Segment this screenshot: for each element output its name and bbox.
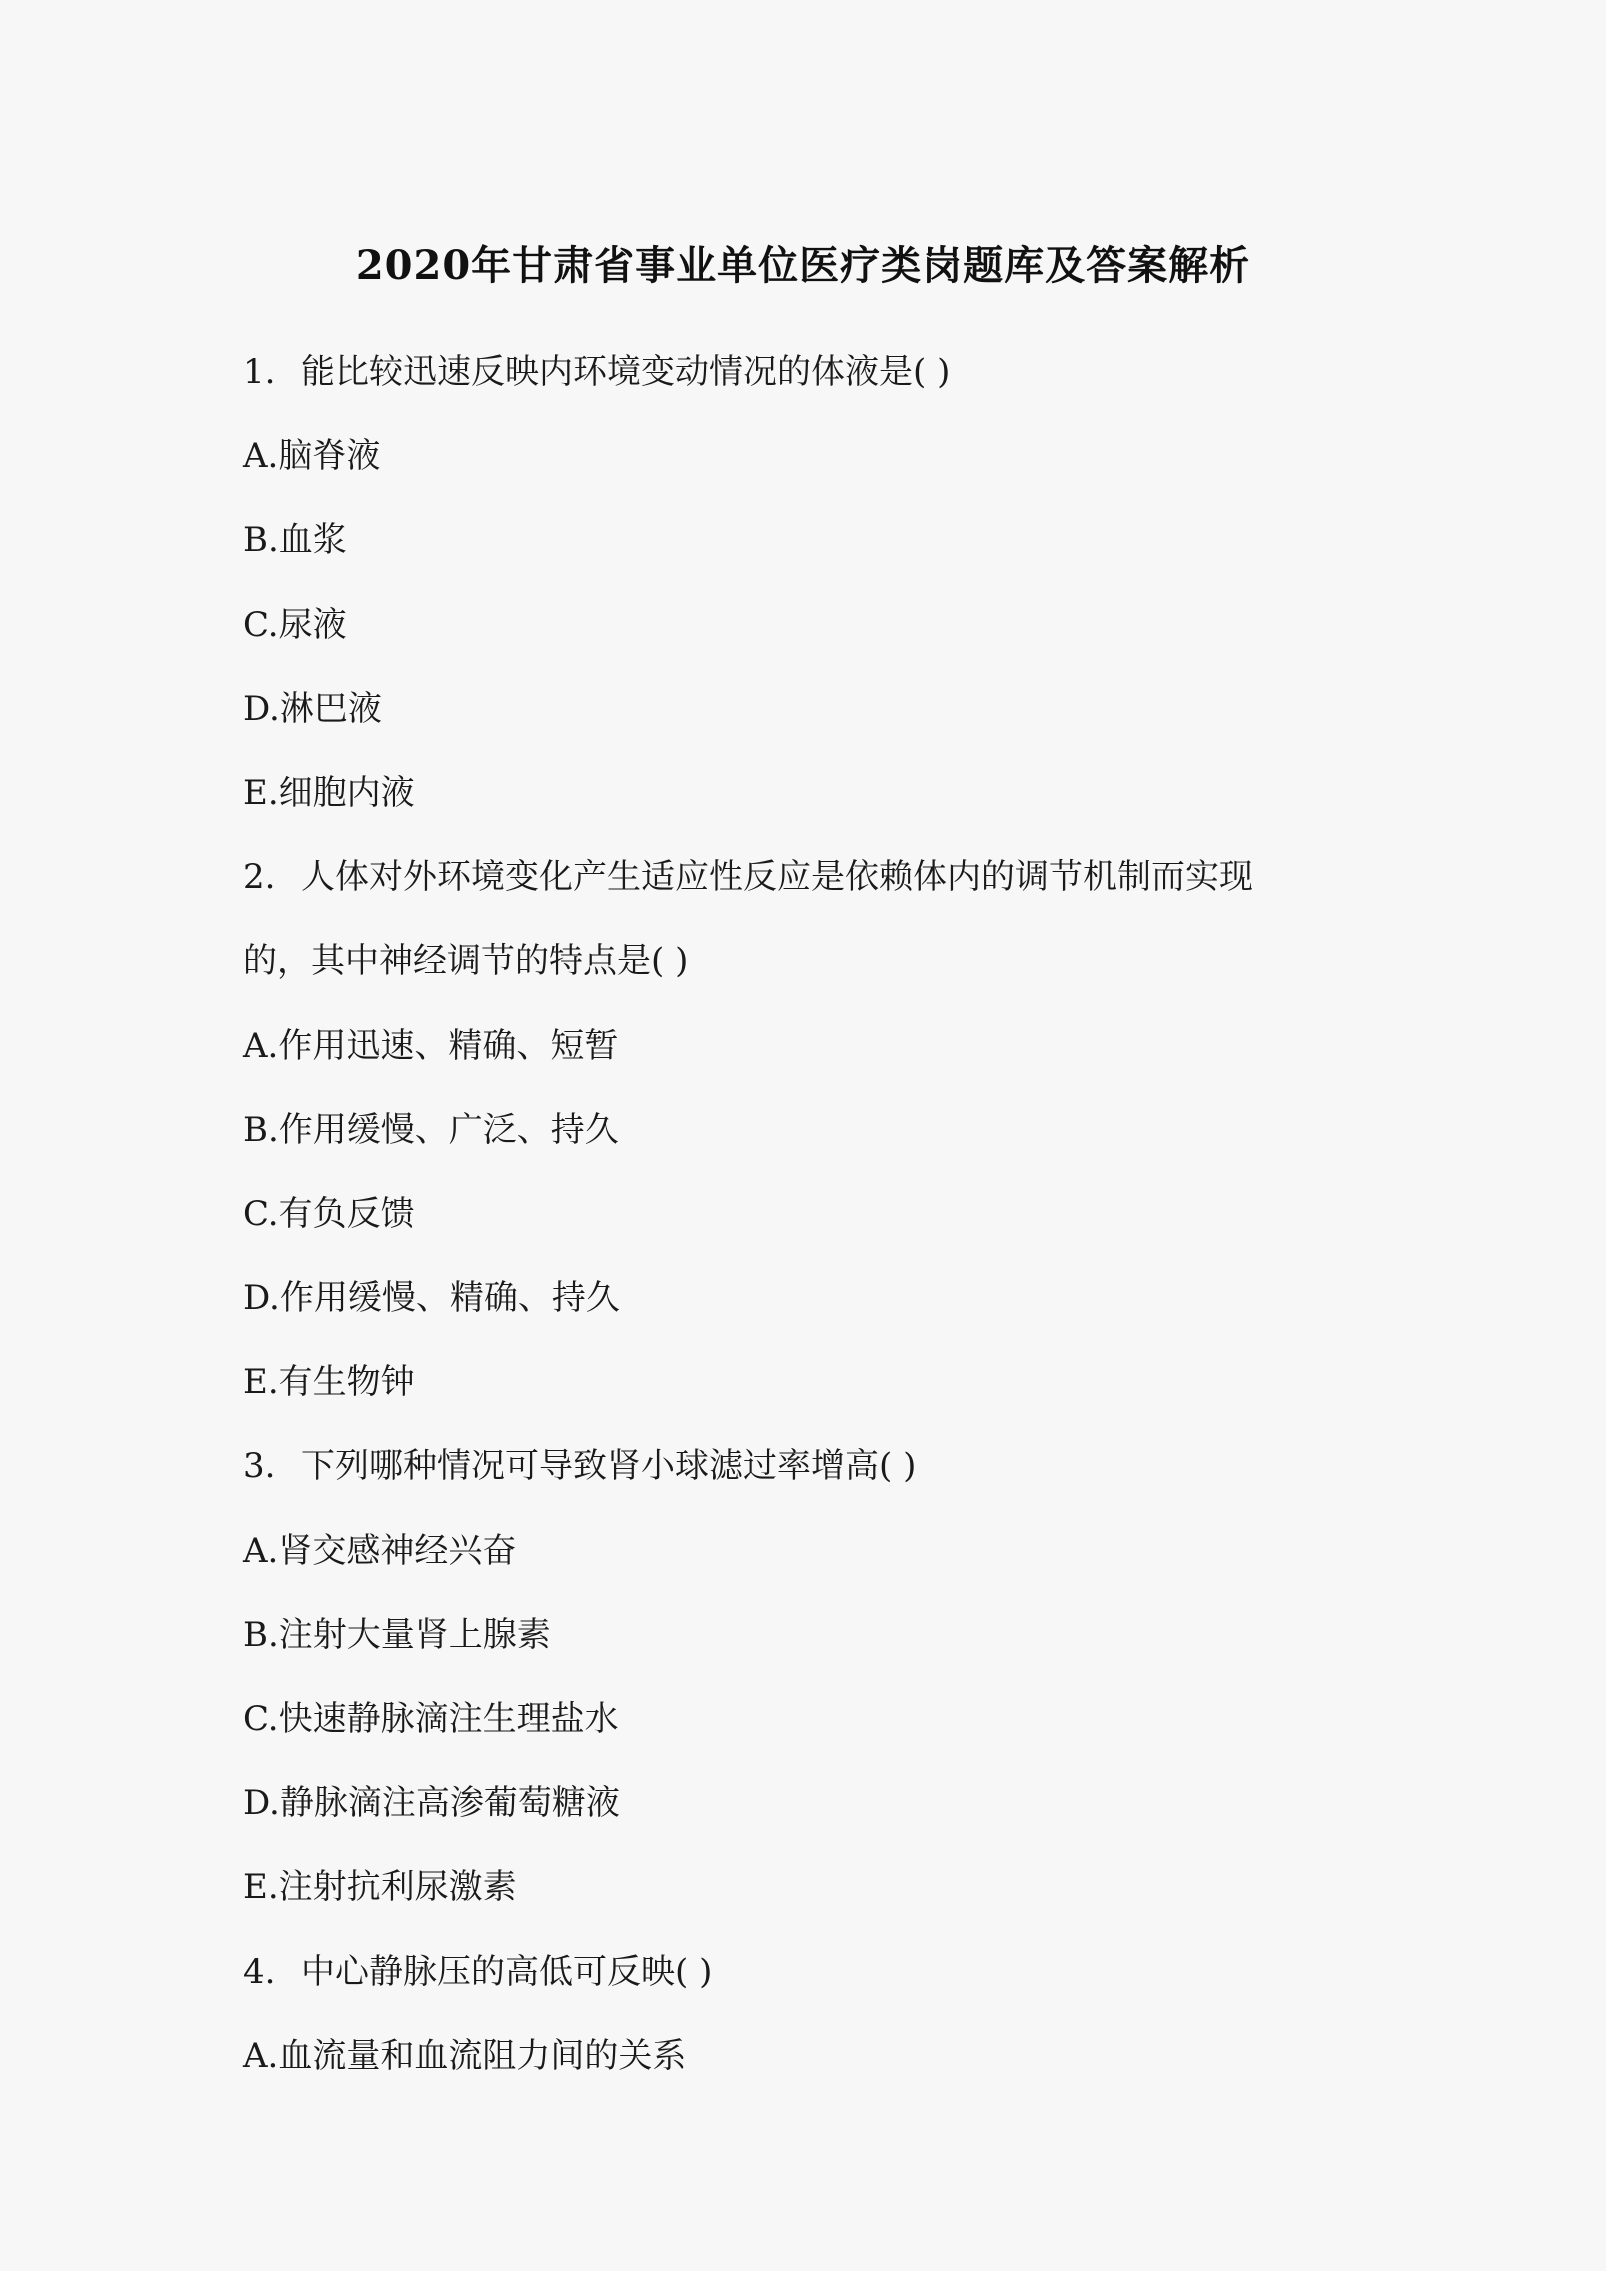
- question-2-option-d: D.作用缓慢、精确、持久: [243, 1278, 620, 1319]
- question-1-option-b: B.血浆: [243, 520, 347, 561]
- question-2-option-c: C.有负反馈: [243, 1193, 415, 1234]
- question-text: 人体对外环境变化产生适应性反应是依赖体内的调节机制而实现: [301, 857, 1253, 898]
- question-3-option-b: B.注射大量肾上腺素: [243, 1614, 551, 1655]
- question-1-option-c: C.尿液: [243, 604, 347, 645]
- question-text: 能比较迅速反映内环境变动情况的体液是( ): [301, 352, 951, 392]
- question-number: 4.: [243, 1951, 276, 1992]
- question-1-option-a: A.脑脊液: [243, 436, 381, 477]
- question-text: 中心静脉压的高低可反映( ): [301, 1951, 713, 1992]
- question-number: 3.: [243, 1446, 276, 1487]
- question-1-option-d: D.淋巴液: [243, 688, 382, 729]
- question-2-stem-continued: 的，其中神经调节的特点是( ): [243, 941, 689, 982]
- document-body: [243, 330, 1373, 2098]
- question-2-option-b: B.作用缓慢、广泛、持久: [243, 1109, 619, 1150]
- question-4-stem: [243, 1930, 1373, 2014]
- question-2-option-a: A.作用迅速、精确、短暂: [243, 1025, 619, 1066]
- question-1-option-e: E.细胞内液: [243, 772, 415, 813]
- question-3-option-a: A.肾交感神经兴奋: [243, 1530, 517, 1571]
- question-3-option-d: D.静脉滴注高渗葡萄糖液: [243, 1783, 620, 1824]
- question-2-option-e: E.有生物钟: [243, 1362, 415, 1403]
- question-3-option-e: E.注射抗利尿激素: [243, 1867, 517, 1908]
- question-number: 1.: [243, 352, 276, 392]
- question-1-stem: [243, 330, 1373, 414]
- question-4-option-a: A.血流量和血流阻力间的关系: [243, 2035, 687, 2076]
- document-title: 2020年甘肃省事业单位医疗类岗题库及答案解析: [355, 242, 1251, 289]
- question-text: 下列哪种情况可导致肾小球滤过率增高( ): [301, 1446, 917, 1487]
- question-3-option-c: C.快速静脉滴注生理盐水: [243, 1699, 619, 1739]
- question-3-stem: [243, 1424, 1373, 1508]
- question-number: 2.: [243, 857, 276, 898]
- question-2-stem: [243, 835, 1373, 919]
